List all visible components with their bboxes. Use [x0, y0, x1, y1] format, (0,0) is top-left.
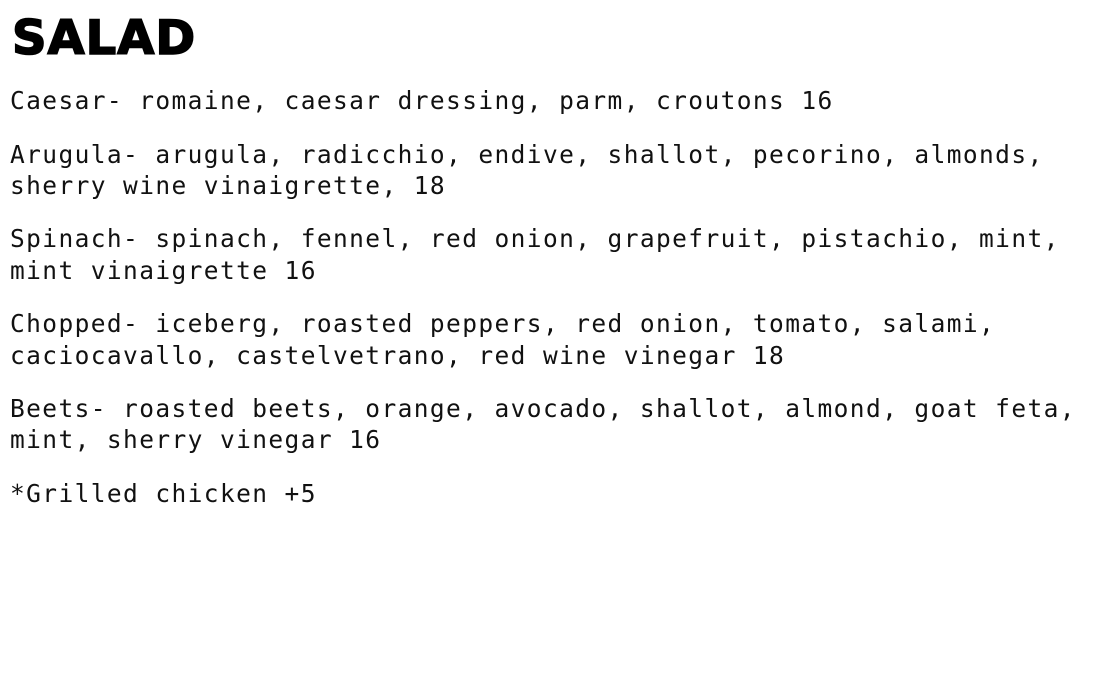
menu-item-list — [10, 85, 1102, 509]
menu-item: Arugula- arugula, radicchio, endive, shallot, pecorino, almonds, sherry wine vinaigrette, 18 — [10, 139, 1060, 201]
page-title: SALAD — [12, 11, 197, 66]
menu-item-note: *Grilled chicken +5 — [10, 478, 317, 508]
menu-item: Caesar- romaine, caesar dressing, parm, croutons 16 — [10, 86, 834, 116]
menu-item: Chopped- iceberg, roasted peppers, red onion, tomato, salami, caciocavallo, castelvetrano, red wine vinegar 18 — [10, 309, 1012, 370]
menu-item: Beets- roasted beets, orange, avocado, shallot, almond, goat feta, mint, sherry vinegar 16 — [10, 393, 1093, 455]
menu-item: Spinach- spinach, fennel, red onion, grapefruit, pistachio, mint, mint vinaigrette 16 — [10, 224, 1076, 285]
